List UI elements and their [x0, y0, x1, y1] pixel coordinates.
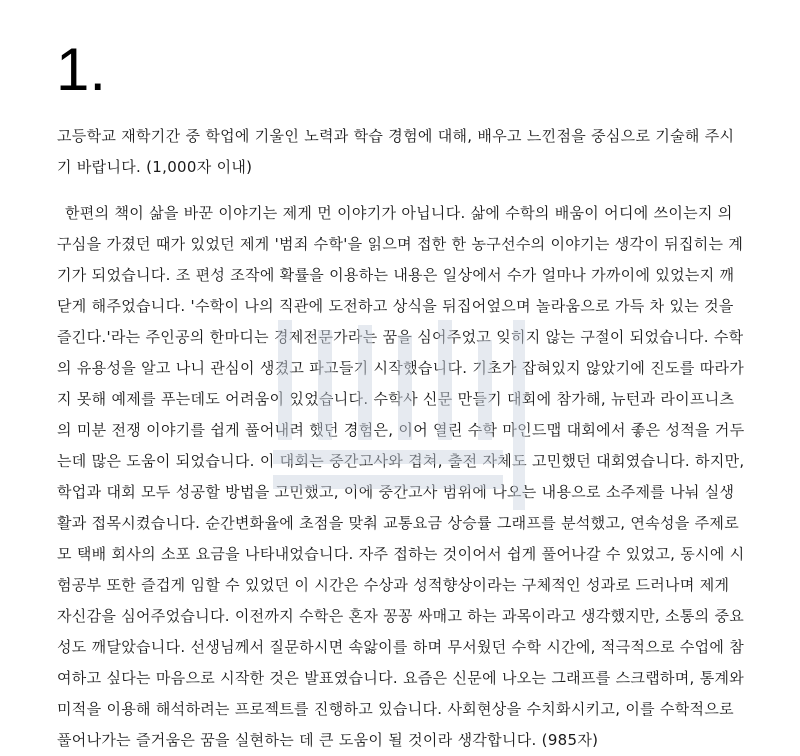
question-prompt: 고등학교 재학기간 중 학업에 기울인 노력과 학습 경험에 대해, 배우고 느낀점을 중심으로 기술해 주시기 바랍니다. (1,000자 이내)	[57, 127, 735, 176]
question-number-heading: 1.	[56, 36, 107, 103]
answer-essay: 한편의 책이 삶을 바꾼 이야기는 제게 먼 이야기가 아닙니다. 삶에 수학의 배움이 어디에 쓰이는지 의구심을 가졌던 때가 있었던 제게 '범죄 수학'을 읽으며 접한 한 농구선수의 이야기는 생각이 뒤집히는 계기가 되었습니다. 조 편성 조작에 확률을 이용하는 내용은 일상에서 수가 얼마나 가까이에 있었는지 깨닫게 해주었습니다. '수학이 나의 직관에 도전하고 상식을 뒤집어엎으며 놀라움으로 가득 차 있는 것을 즐긴다.'라는 주인공의 한마디는 경제전문가라는 꿈을 심어주었고 잊히지 않는 구절이 되었습니다. 수학의 유용성을 알고 나니 관심이 생겼고 파고들기 시작했습니다. 기초가 잡혀있지 않았기에 진도를 따라가지 못해 예제를 푸는데도 어려움이 있었습니다. 수학사 신문 만들기 대회에 참가해, 뉴턴과 라이프니츠의 미분 전쟁 이야기를 쉽게 풀어내려 했던 경험은, 이어 열린 수학 마인드맵 대회에서 좋은 성적을 거두는데 많은 도움이 되었습니다. 이 대회는 중간고사와 겹쳐, 출전 자체도 고민했던 대회였습니다. 하지만, 학업과 대회 모두 성공할 방법을 고민했고, 이에 중간고사 범위에 나오는 내용으로 소주제를 나눠 실생활과 접목시켰습니다. 순간변화율에 초점을 맞춰 교통요금 상승률 그래프를 분석했고, 연속성을 주제로 모 택배 회사의 소포 요금을 나타내었습니다. 자주 접하는 것이어서 쉽게 풀어나갈 수 있었고, 동시에 시험공부 또한 즐겁게 임할 수 있었던 이 시간은 수상과 성적향상이라는 구체적인 성과로 드러나며 제게 자신감을 심어주었습니다. 이전까지 수학은 혼자 꽁꽁 싸매고 하는 과목이라고 생각했지만, 소통의 중요성도 깨달았습니다. 선생님께서 질문하시면 속앓이를 하며 무서웠던 수학 시간에, 적극적으로 수업에 참여하고 싶다는 마음으로 시작한 것은 발표였습니다. 요즘은 신문에 나오는 그래프를 스크랩하며, 통계와 미적을 이용해 해석하려는 프로젝트를 진행하고 있습니다. 사회현상을 수치화시키고, 이를 수학적으로 풀어나가는 즐거움은 꿈을 실현하는 데 큰 도움이 될 것이라 생각합니다. (985자)	[57, 204, 745, 749]
